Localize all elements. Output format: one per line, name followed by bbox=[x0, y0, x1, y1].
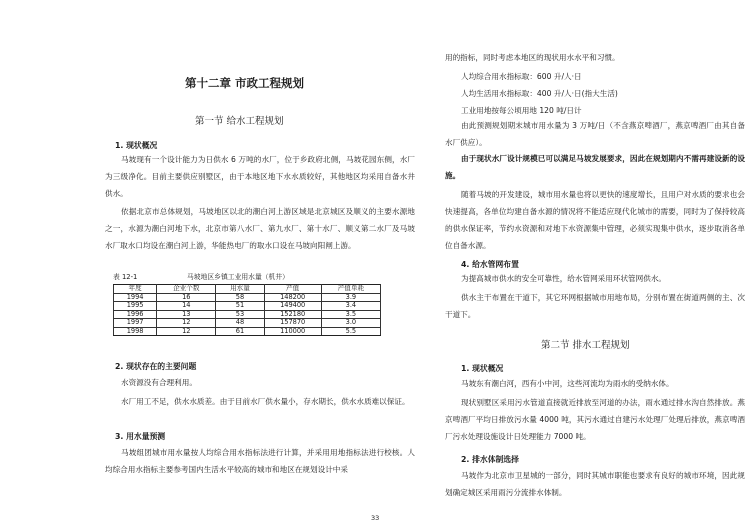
table-row bbox=[114, 302, 381, 311]
section-title-water-supply: 第一节 给水工程规划 bbox=[195, 116, 284, 127]
col-header-unit-consumption: 产值单耗 bbox=[321, 285, 380, 294]
cell-enterprises: 12 bbox=[157, 327, 216, 336]
table-row bbox=[114, 310, 381, 319]
para-no-new-facility: 由于现状水厂设计规模已可以满足马坡发展要求，因此在规划期内不需再建设新的设施。 bbox=[445, 154, 745, 180]
para-forecast-result: 由此预测规划期末城市用水量为 3 万吨/日（不含燕京啤酒厂，燕京啤酒厂由其自备水厂供应）。 bbox=[445, 121, 745, 147]
cell-year: 1998 bbox=[114, 327, 157, 336]
table-header-row bbox=[114, 285, 381, 294]
heading-current-status: 1. 现状概况 bbox=[115, 141, 158, 150]
para-current-drainage: 现状别墅区采用污水管道直接就近排放至河道的办法，雨水通过排水沟自然排放。燕京啤酒厂平均日排放污水量 4000 吨，其污水通过自建污水处理厂处理后排放，燕京啤酒厂污水处理设施设计日处理能力 7000 吨。 bbox=[445, 398, 745, 441]
para-water-quality: 水厂用工不足，供水水质差。由于目前水厂供水量小，存水期长，供水水质难以保证。 bbox=[121, 397, 410, 406]
cell-output: 110000 bbox=[264, 327, 321, 336]
heading-main-problems: 2. 现状存在的主要问题 bbox=[115, 362, 197, 371]
table-number: 表 12-1 bbox=[113, 273, 138, 281]
cell-enterprises: 13 bbox=[157, 310, 216, 319]
heading-drainage-system: 2. 排水体制选择 bbox=[461, 455, 519, 464]
cell-output: 152180 bbox=[264, 310, 321, 319]
index-per-capita-domestic: 人均生活用水指标取：400 升/人·日(指大生活) bbox=[461, 89, 618, 98]
col-header-year: 年度 bbox=[114, 285, 157, 294]
cell-year: 1996 bbox=[114, 310, 157, 319]
table-row bbox=[114, 293, 381, 302]
index-industrial-land: 工业用地按每公顷用地 120 吨/日计 bbox=[461, 106, 582, 115]
chapter-title: 第十二章 市政工程规划 bbox=[185, 76, 305, 90]
cell-year: 1995 bbox=[114, 302, 157, 311]
cell-enterprises: 12 bbox=[157, 319, 216, 328]
water-usage-table bbox=[113, 284, 381, 336]
cell-output: 157870 bbox=[264, 319, 321, 328]
cell-unit-consumption: 3.5 bbox=[321, 310, 380, 319]
para-current-status: 马坡现有一个设计能力为日供水 6 万吨的水厂，位于乡政府北侧，马坡花园东侧，水厂为三级净化。目前主要供应别墅区，由于本地区地下水水质较好，其他地区均采用自备水井供水。 bbox=[105, 155, 415, 198]
cell-year: 1997 bbox=[114, 319, 157, 328]
cell-water-use: 51 bbox=[216, 302, 264, 311]
cell-unit-consumption: 3.4 bbox=[321, 302, 380, 311]
index-per-capita-total: 人均综合用水指标取：600 升/人·日 bbox=[461, 72, 582, 81]
para-receiving-water: 马坡东有潮白河，西有小中河，这些河流均为雨水的受纳水体。 bbox=[461, 379, 674, 388]
heading-pipe-network: 4. 给水管网布置 bbox=[461, 260, 519, 269]
col-header-output: 产值 bbox=[264, 285, 321, 294]
cell-unit-consumption: 5.5 bbox=[321, 327, 380, 336]
para-separate-system: 马坡作为北京市卫星城的一部分，同时其城市职能也要求有良好的城市环境，因此规划确定城区采用雨污分流排水体制。 bbox=[445, 471, 745, 497]
cell-water-use: 58 bbox=[216, 293, 264, 302]
para-ring-network: 为提高城市供水的安全可靠性，给水管网采用环状管网供水。 bbox=[461, 274, 667, 283]
page-number: 33 bbox=[371, 514, 380, 522]
cell-water-use: 48 bbox=[216, 319, 264, 328]
col-header-water-use: 用水量 bbox=[216, 285, 264, 294]
cell-output: 149400 bbox=[264, 302, 321, 311]
cell-enterprises: 16 bbox=[157, 293, 216, 302]
para-main-pipes: 供水主干布置在干道下，其它环网根据城市用地布局，分别布置在街道两侧的主、次干道下。 bbox=[445, 293, 745, 319]
col-header-enterprises: 企业个数 bbox=[157, 285, 216, 294]
heading-drainage-status: 1. 现状概况 bbox=[461, 364, 504, 373]
para-centralized-supply: 随着马坡的开发建设，城市用水量也将以更快的速度增长，且用户对水质的要求也会快速提高，各单位均建自备水源的情况将不能适应现代化城市的需要，同时为了保持较高的供水保证率，节约水资源和对地下水资源集中管理，必须实现集中供水，逐步取消各单位自备水源。 bbox=[445, 190, 745, 250]
table-row bbox=[114, 319, 381, 328]
cell-year: 1994 bbox=[114, 293, 157, 302]
cell-enterprises: 14 bbox=[157, 302, 216, 311]
cell-output: 148200 bbox=[264, 293, 321, 302]
heading-demand-forecast: 3. 用水量预测 bbox=[115, 432, 166, 441]
table-row bbox=[114, 327, 381, 336]
cell-unit-consumption: 3.0 bbox=[321, 319, 380, 328]
para-forecast-continued: 用的指标，同时考虑本地区的现状用水水平和习惯。 bbox=[445, 53, 620, 62]
section-title-drainage: 第二节 排水工程规划 bbox=[541, 340, 630, 351]
para-forecast-method: 马坡组团城市用水量按人均综合用水指标法进行计算，并采用用地指标法进行校核。人均综合用水指标主要参考国内生活水平较高的城市和地区在规划设计中采 bbox=[105, 448, 415, 474]
cell-water-use: 53 bbox=[216, 310, 264, 319]
table-title: 马坡地区乡镇工业用水量（机井） bbox=[187, 273, 289, 281]
cell-unit-consumption: 3.9 bbox=[321, 293, 380, 302]
para-resource-use: 水资源没有合理利用。 bbox=[121, 378, 197, 387]
cell-water-use: 61 bbox=[216, 327, 264, 336]
para-water-source: 依据北京市总体规划，马坡地区以北的潮白河上游区域是北京城区及顺义的主要水源地之一，水源为潮白河地下水，北京市第八水厂、第九水厂、第十水厂、顺义第二水厂及马坡水厂取水口均设在潮白河上游，华能热电厂的取水口设在马坡向阳闸上游。 bbox=[105, 207, 415, 250]
